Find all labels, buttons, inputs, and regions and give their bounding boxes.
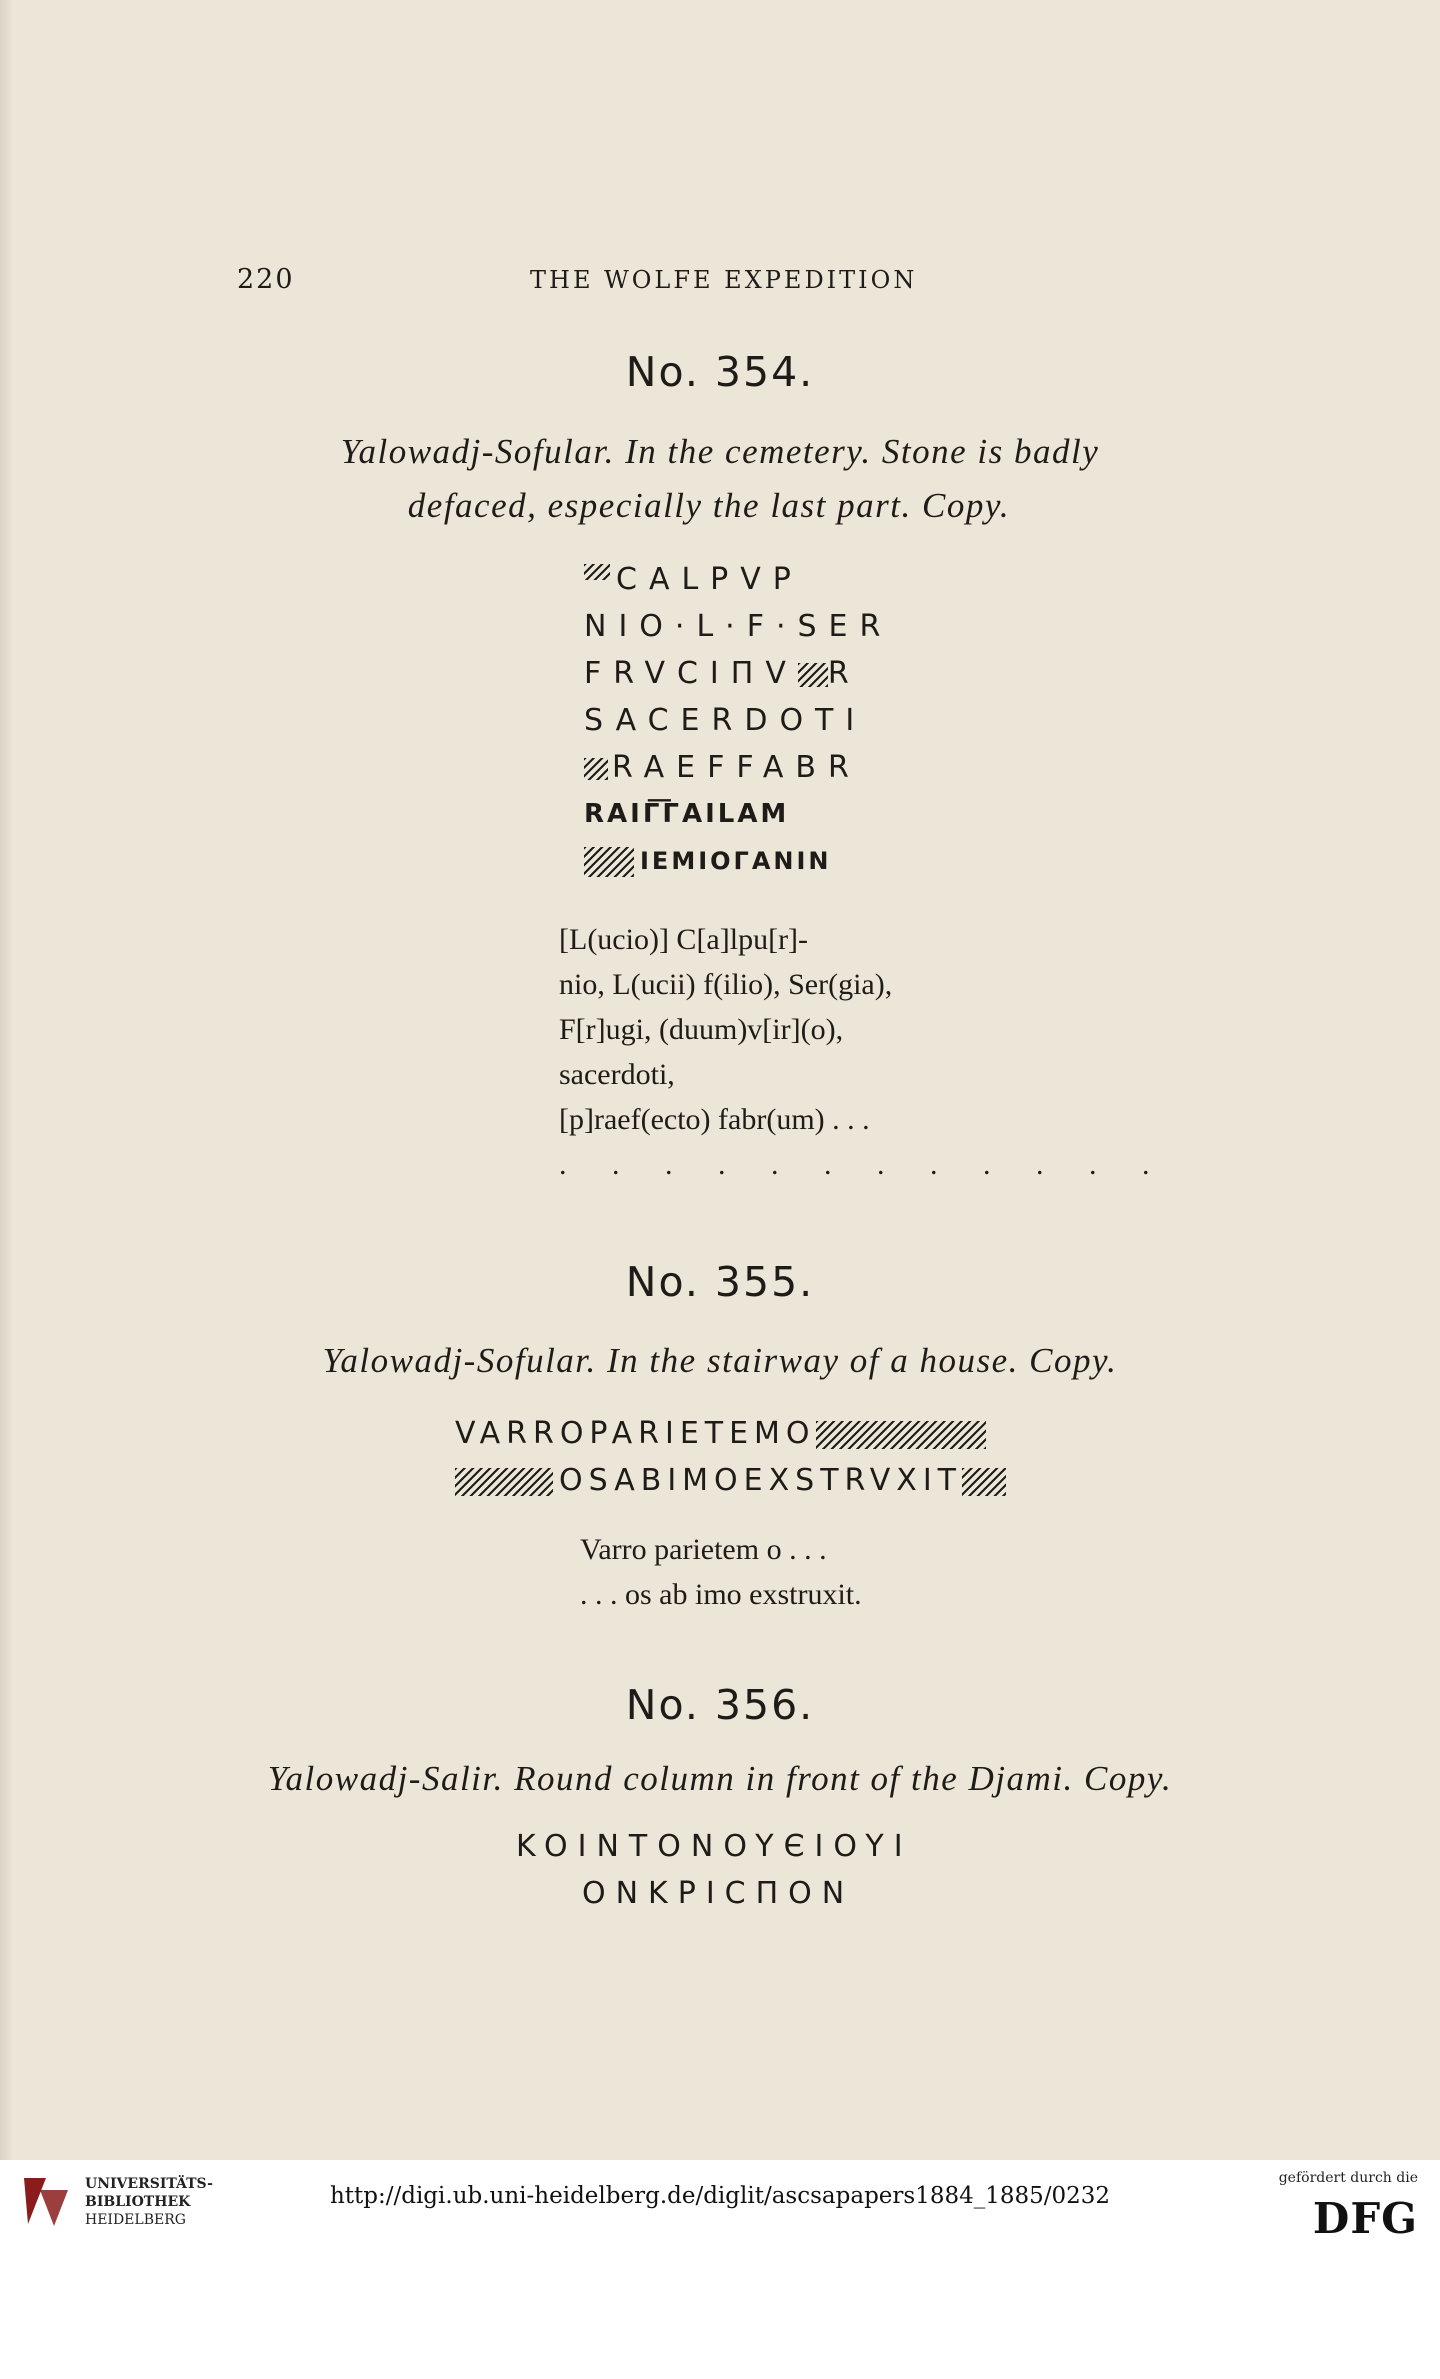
institution-name: UNIVERSITÄTS- BIBLIOTHEK HEIDELBERG: [85, 2176, 213, 2228]
entry-description-356: [0, 1752, 1440, 1806]
damage-hatch: [584, 564, 610, 580]
inscription-line: OSABIMOEXSTRVXIT: [455, 1457, 1006, 1504]
description-line: Yalowadj-Sofular. In the stairway of a house. Copy.: [322, 1341, 1118, 1380]
description-line: Yalowadj-Salir. Round column in front of the Djami. Copy.: [267, 1759, 1173, 1798]
inscription-356: [516, 1823, 913, 1917]
damage-hatch: [584, 758, 608, 780]
transcription-line: . . . os ab imo exstruxit.: [580, 1578, 862, 1611]
transcription-line: sacerdoti,: [559, 1058, 675, 1091]
funded-by-label: gefördert durch die: [1278, 2170, 1418, 2186]
page-number: 220: [237, 264, 295, 295]
damage-hatch: [455, 1468, 553, 1496]
transcription-354: [559, 917, 1169, 1187]
source-url-link[interactable]: http://digi.ub.uni-heidelberg.de/diglit/ascsapapers1884_1885/0232: [329, 2183, 1111, 2209]
inscription-line: FRVCIΠV R: [584, 656, 861, 691]
inscription-line: CALPVP: [584, 556, 892, 603]
running-head: THE WOLFE EXPEDITION: [530, 266, 918, 294]
inscription-line: SACERDOTI: [584, 703, 867, 738]
entry-title-354: No. 354.: [625, 348, 815, 396]
transcription-line: nio, L(ucii) f(ilio), Ser(gia),: [559, 968, 893, 1001]
damage-hatch: [962, 1468, 1006, 1496]
damage-hatch: [798, 663, 828, 687]
entry-description-355: [0, 1334, 1440, 1388]
dfg-logo: DFG: [1312, 2194, 1418, 2243]
inscription-line: KOINTONOYЄIOYI: [516, 1829, 913, 1864]
description-line: defaced, especially the last part. Copy.: [407, 486, 1011, 525]
page-edge-shadow: [0, 0, 14, 2160]
damage-hatch: [584, 847, 634, 877]
inscription-line: RAIΓ͞ΓAILAM: [584, 799, 790, 829]
entry-title-355: No. 355.: [625, 1258, 815, 1306]
transcription-line: Varro parietem o . . .: [580, 1533, 827, 1566]
inscription-line: ONKPICΠON: [582, 1876, 855, 1911]
transcription-line: F[r]ugi, (duum)v[ir](o),: [559, 1013, 844, 1046]
damage-hatch: [816, 1421, 986, 1449]
transcription-355: [580, 1527, 862, 1617]
description-line: Yalowadj-Sofular. In the cemetery. Stone is badly: [340, 432, 1100, 471]
inscription-355: [455, 1410, 1006, 1504]
entry-description-354: [0, 425, 1440, 533]
inscription-line: RAEFFABR: [584, 744, 892, 791]
inscription-line: VARROPARIETEMO: [455, 1410, 1006, 1457]
transcription-line: [L(ucio)] C[a]lpu[r]-: [559, 923, 809, 956]
inscription-354: [584, 556, 892, 885]
inscription-line: ΙΕΜΙΟΓΑΝΙΝ: [584, 838, 892, 885]
transcription-line: [p]raef(ecto) fabr(um) . . .: [559, 1103, 870, 1136]
inscription-line: NIO·L·F·SER: [584, 609, 893, 644]
entry-title-356: No. 356.: [625, 1681, 815, 1729]
transcription-line: . . . . . . . . . . . .: [559, 1148, 1169, 1181]
